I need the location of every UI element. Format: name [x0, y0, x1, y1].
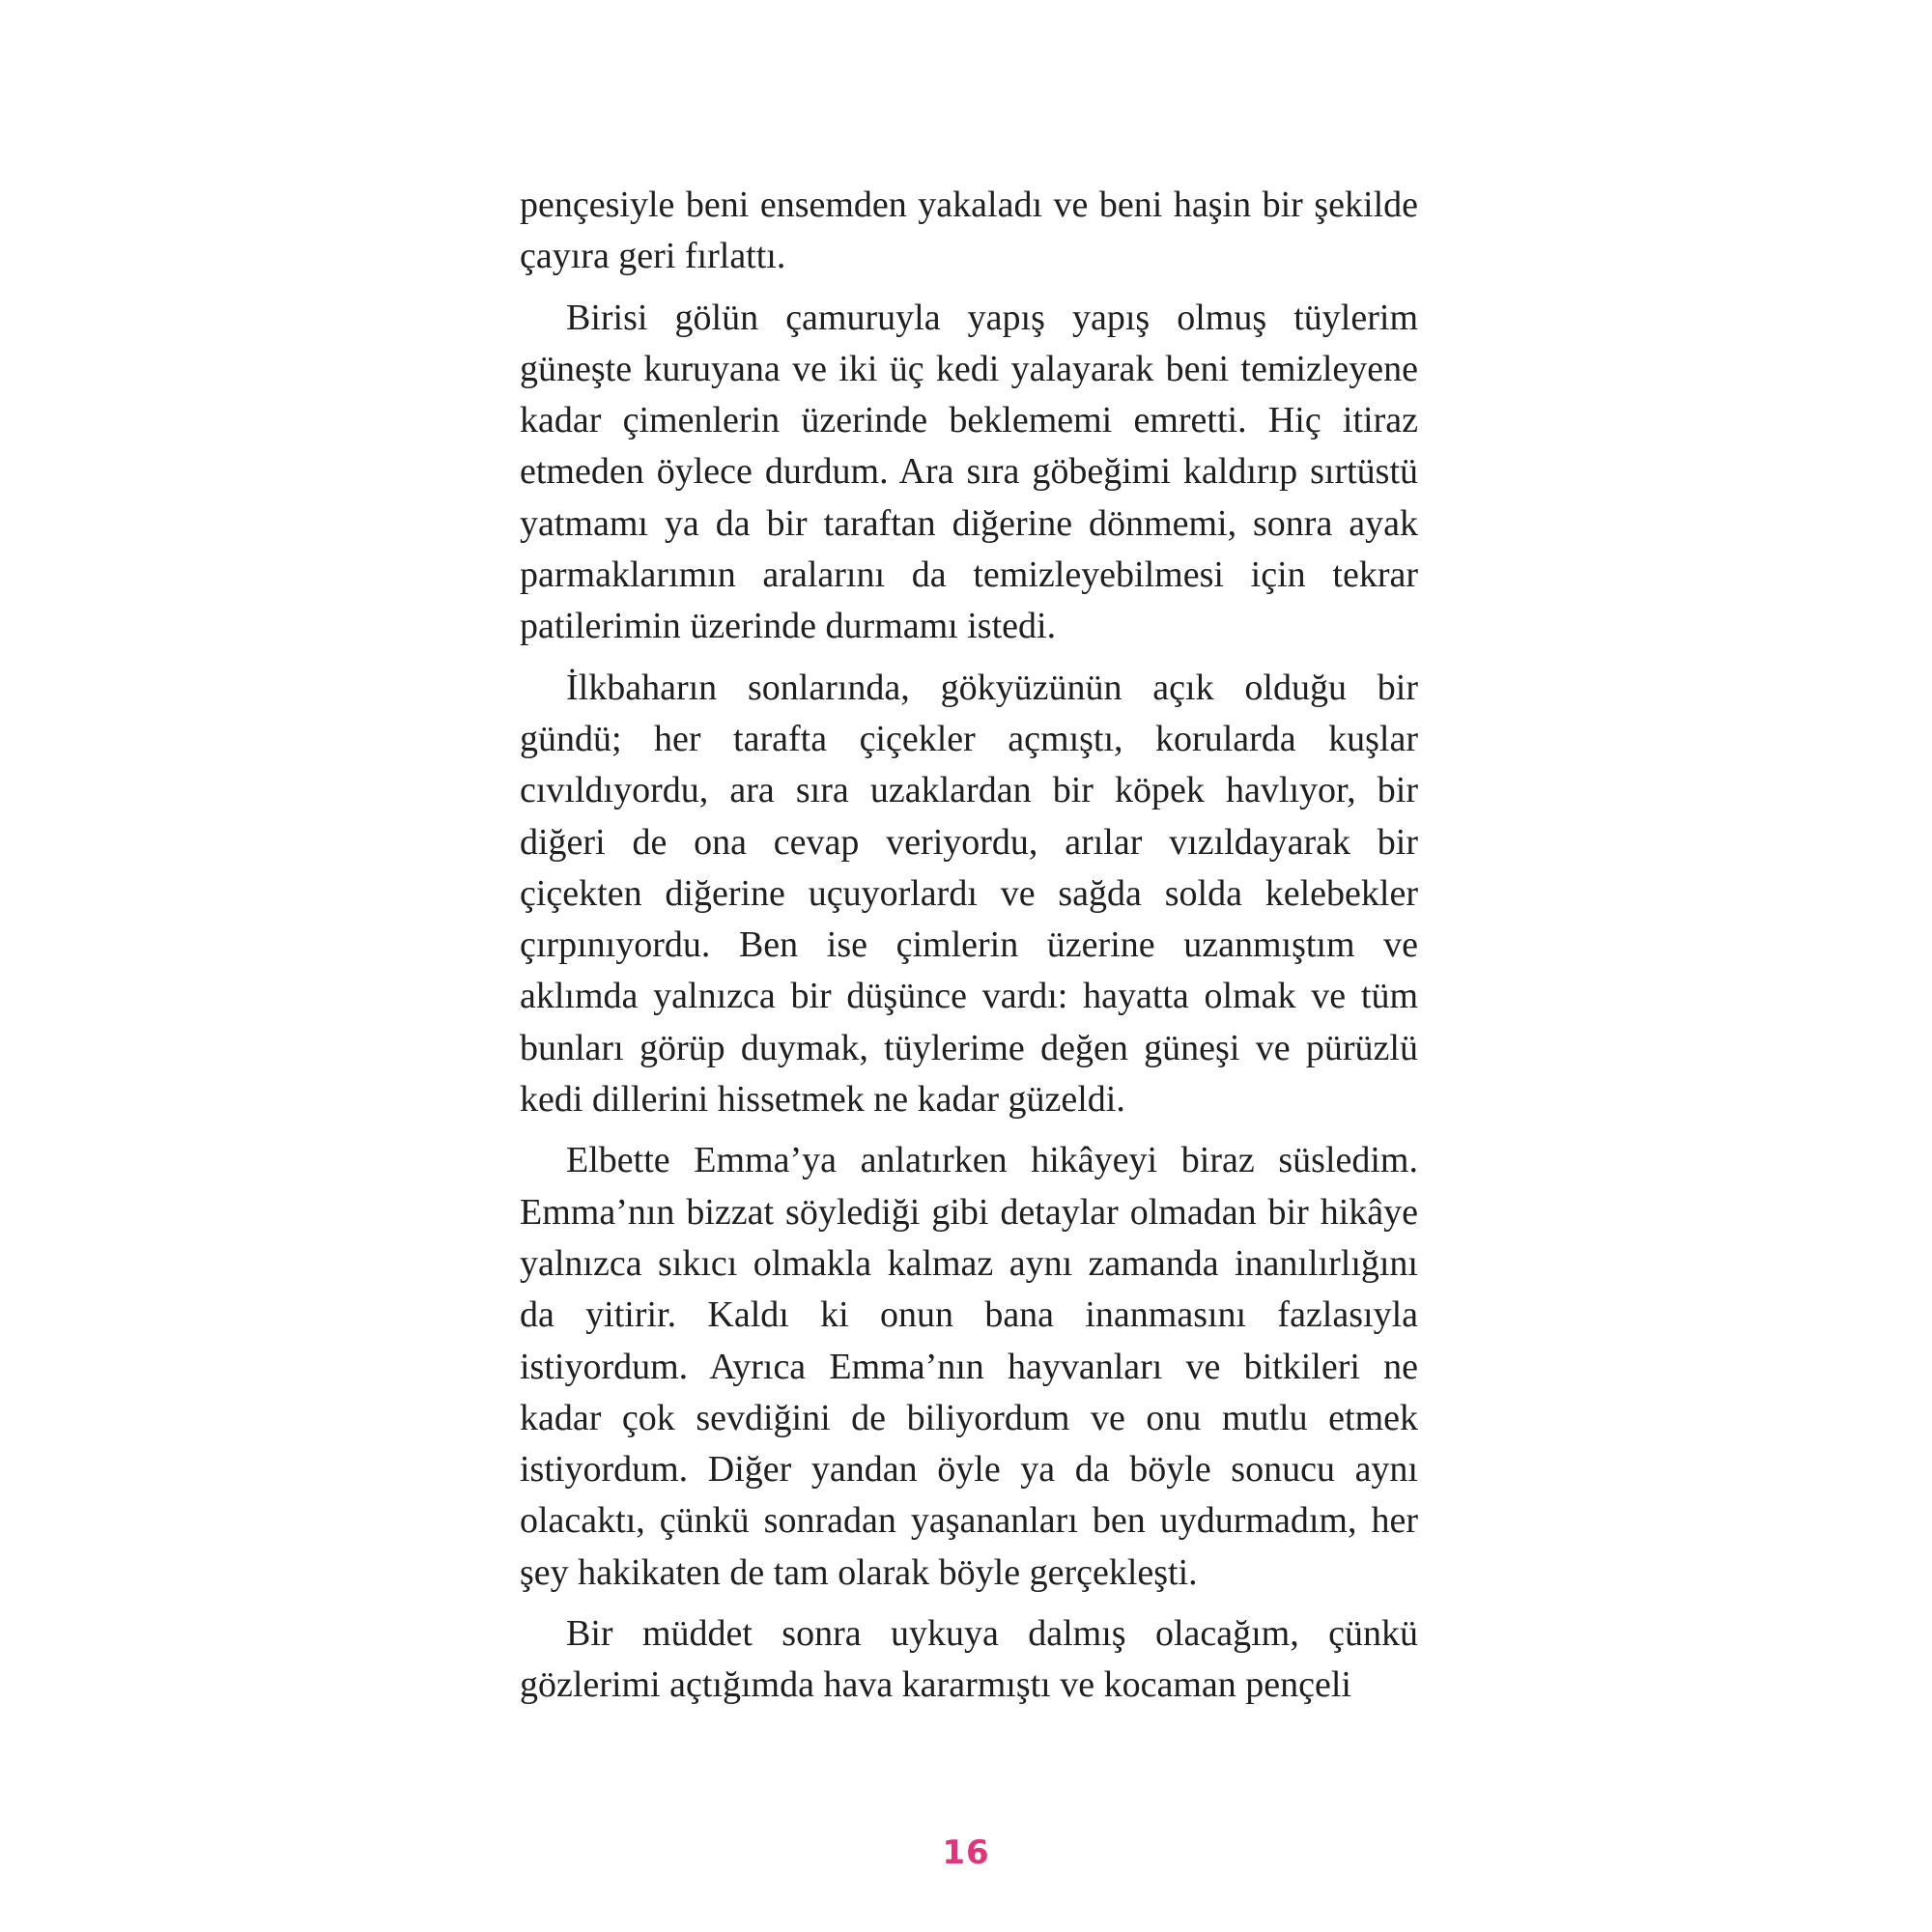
- page-number: 16: [942, 1833, 990, 1872]
- paragraph: Bir müddet sonra uykuya dalmış olacağım, çünkü gözlerimi açtığımda hava kararmıştı ve kocaman pençeli: [520, 1613, 1418, 1706]
- body-text: [520, 180, 1418, 1721]
- paragraph: Birisi gölün çamuruyla yapış yapış olmuş tüylerim güneşte kuruyana ve iki üç kedi yalayarak beni temizleyene kadar çimenlerin üzerinde beklememi emretti. Hiç itiraz etmeden öylece durdum. Ara sıra göbeğimi kaldırıp sırtüstü yatmamı ya da bir taraftan diğerine dönmemi, sonra ayak parmaklarımın aralarını da temizleyebilmesi için tekrar patilerimin üzerinde durmamı istedi.: [520, 297, 1418, 647]
- paragraph: Elbette Emma’ya anlatırken hikâyeyi biraz süsledim. Emma’nın bizzat söylediği gibi detaylar olmadan bir hikâye yalnızca sıkıcı olmakla kalmaz aynı zamanda inanılırlığını da yitirir. Kaldı ki onun bana inanmasını fazlasıyla istiyordum. Ayrıca Emma’nın hayvanları ve bitkileri ne kadar çok sevdiğini de biliyordum ve onu mutlu etmek istiyordum. Diğer yandan öyle ya da böyle sonucu aynı olacaktı, çünkü sonradan yaşananları ben uydurmadım, her şey hakikaten de tam olarak böyle gerçekleşti.: [520, 1140, 1418, 1593]
- paragraph-continued: pençesiyle beni ensemden yakaladı ve beni haşin bir şekilde çayıra geri fırlattı.: [520, 185, 1418, 277]
- paragraph: İlkbaharın sonlarında, gökyüzünün açık olduğu bir gündü; her tarafta çiçekler açmıştı, korularda kuşlar cıvıldıyordu, ara sıra uzaklardan bir köpek havlıyor, bir diğeri de ona cevap veriyordu, arılar vızıldayarak bir çiçekten diğerine uçuyorlardı ve sağda solda kelebekler çırpınıyordu. Ben ise çimlerin üzerine uzanmıştım ve aklımda yalnızca bir düşünce vardı: hayatta olmak ve tüm bunları görüp duymak, tüylerime değen güneşi ve pürüzlü kedi dillerini hissetmek ne kadar güzeldi.: [520, 667, 1418, 1121]
